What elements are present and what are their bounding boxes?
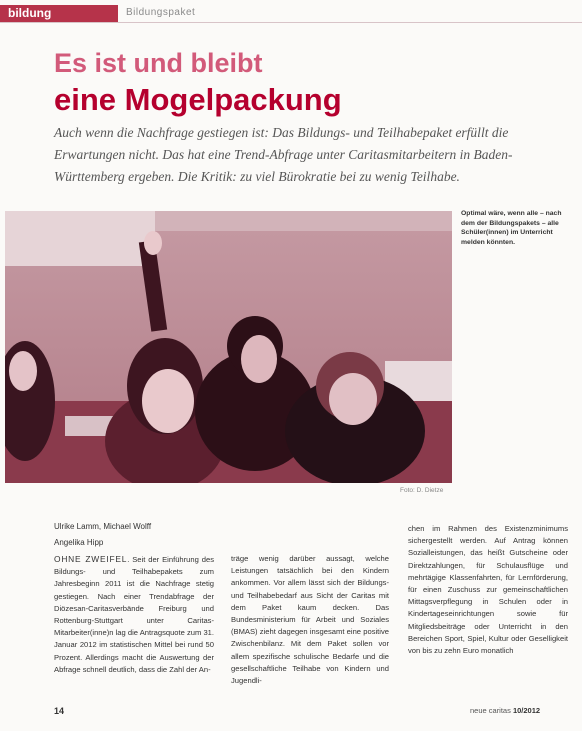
section-tag: bildung <box>0 5 118 22</box>
photo-credit: Foto: D. Dietze <box>400 487 444 494</box>
photo-caption: Optimal wäre, wenn alle – nach dem der Bildungspakets – alle Schüler(innen) im Unterricht melden könnten. <box>461 210 562 246</box>
article-editor: Angelika Hipp <box>54 538 104 547</box>
footer-publication <box>470 706 540 715</box>
page-number: 14 <box>54 706 65 716</box>
magazine-name: neue caritas <box>470 706 511 715</box>
section-title: Bildungspaket <box>126 7 196 18</box>
article-column-1 <box>54 553 214 676</box>
headline-line-2: eine Mogelpackung <box>54 82 342 117</box>
header-divider <box>0 22 582 23</box>
headline-line-1: Es ist und bleibt <box>54 48 263 78</box>
lead-paragraph: Auch wenn die Nachfrage gestiegen ist: Das Bildungs- und Teilhabepaket erfüllt die Erwartungen nicht. Das hat eine Trend-Abfrage unter Caritasmitarbeitern in Baden-Württemberg ergeben. Die Kritik: zu viel Bürokratie bei zu wenig Teilhabe. <box>54 125 513 184</box>
article-lead-in: OHNE ZWEIFEL <box>54 554 128 564</box>
article-column-1-text: . Seit der Einführung des Bildungs- und Teilhabepakets zum Jahresbeginn 2011 ist die Nachfrage stetig gestiegen. Nach einer Trendabfrage der Diözesan-Caritasverbände Freiburg und Rottenburg-Stuttgart unter Caritas-Mitarbeiter(inne)n lag die Antragsquote zum 31. Januar 2012 im statistischen Mittel bei rund 50 Prozent. Allerdings macht die Auswertung der Abfrage schnell deutlich, dass die Zahl der An- <box>54 555 214 674</box>
article-column-2: träge wenig darüber aussagt, welche Leistungen tatsächlich bei den Kindern ankommen. Vor allem lässt sich der Bildungs- und Teilhabebedarf aus Sicht der Caritas mit dem Paket kaum decken. Das Bundesministerium für Arbeit und Soziales (BMAS) zieht dagegen insgesamt eine positive Zwischenbilanz. Mit dem Paket sollen vor allem spezifische schulische Bedarfe und die gesellschaftliche Teilhabe von Kindern und Jugendli- <box>231 554 389 686</box>
issue-number: 10/2012 <box>512 706 541 715</box>
article-authors: Ulrike Lamm, Michael Wolff <box>54 522 152 531</box>
classroom-photo <box>5 211 452 483</box>
article-column-3: chen im Rahmen des Existenzminimums sichergestellt werden. Auf Antrag können Sozialleistungen, das heißt Gutscheine oder Direktzahlungen, für Schulausflüge und mehrtägige Klassenfahrten, für Lernförderung, für einen Zuschuss zur gemeinschaftlichen Mittagsverpflegung in Schulen oder in Kindertageseinrichtungen sowie für Mitgliedsbeiträge oder Unterricht in den Bereichen Sport, Spiel, Kultur oder Geselligkeit von bis zu zehn Euro monatlich <box>408 524 568 656</box>
